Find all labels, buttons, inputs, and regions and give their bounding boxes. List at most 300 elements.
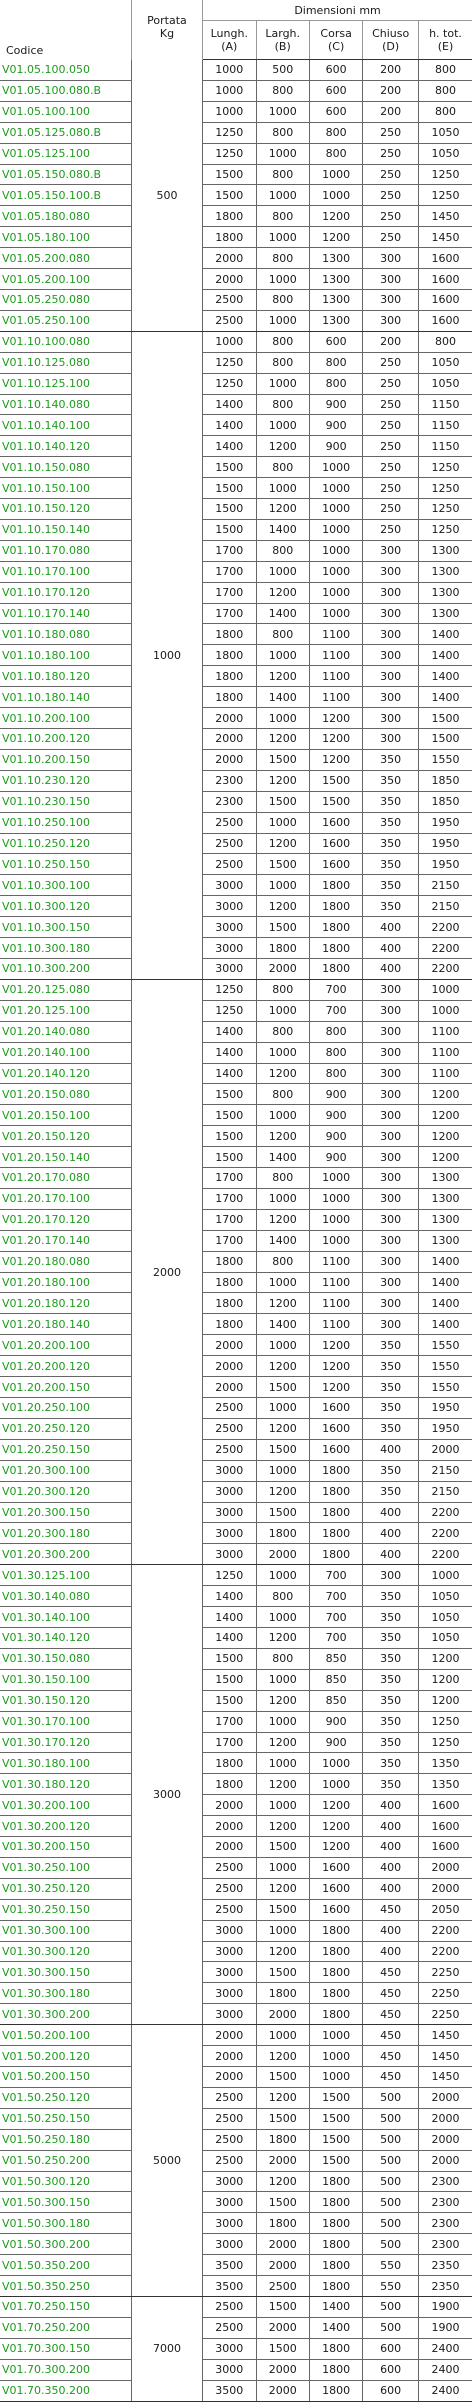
table-row: [0, 833, 472, 854]
width-cell: 1800: [256, 2129, 309, 2150]
closed-cell: 400: [363, 1795, 419, 1816]
product-code: V01.20.180.120: [0, 1293, 131, 1314]
width-cell: 800: [256, 457, 309, 478]
closed-cell: 400: [363, 1439, 419, 1460]
col-header-length-label: Lungh.: [205, 27, 253, 40]
total-height-cell: 1100: [419, 1042, 472, 1063]
stroke-cell: 1800: [309, 2004, 362, 2025]
stroke-cell: 1000: [309, 185, 362, 206]
total-height-cell: 1550: [419, 1356, 472, 1377]
product-code: V01.10.170.100: [0, 561, 131, 582]
table-row: [0, 666, 472, 687]
product-code: V01.05.250.100: [0, 310, 131, 331]
width-cell: 800: [256, 1084, 309, 1105]
total-height-cell: 2000: [419, 2129, 472, 2150]
stroke-cell: 1600: [309, 833, 362, 854]
table-row: [0, 1544, 472, 1565]
closed-cell: 200: [363, 80, 419, 101]
total-height-cell: 1300: [419, 603, 472, 624]
length-cell: 2300: [203, 770, 256, 791]
closed-cell: 250: [363, 164, 419, 185]
table-row: [0, 2338, 472, 2359]
total-height-cell: 2150: [419, 875, 472, 896]
product-code: V01.10.150.080: [0, 457, 131, 478]
length-cell: 2000: [203, 729, 256, 750]
product-code: V01.20.300.200: [0, 1544, 131, 1565]
product-code: V01.30.170.120: [0, 1732, 131, 1753]
table-row: [0, 101, 472, 122]
product-code: V01.30.140.080: [0, 1586, 131, 1607]
total-height-cell: 1400: [419, 1272, 472, 1293]
closed-cell: 300: [363, 666, 419, 687]
total-height-cell: 1300: [419, 1230, 472, 1251]
total-height-cell: 1250: [419, 1711, 472, 1732]
closed-cell: 400: [363, 958, 419, 979]
total-height-cell: 1550: [419, 1377, 472, 1398]
product-code: V01.10.150.120: [0, 499, 131, 520]
table-row: [0, 2380, 472, 2401]
stroke-cell: 1800: [309, 917, 362, 938]
product-code: V01.20.180.100: [0, 1272, 131, 1293]
product-code: V01.10.200.100: [0, 708, 131, 729]
product-code: V01.10.170.120: [0, 582, 131, 603]
closed-cell: 250: [363, 478, 419, 499]
width-cell: 1000: [256, 1272, 309, 1293]
product-code: V01.50.300.120: [0, 2171, 131, 2192]
stroke-cell: 1800: [309, 1962, 362, 1983]
table-row: [0, 1293, 472, 1314]
stroke-cell: 900: [309, 1126, 362, 1147]
width-cell: 1000: [256, 415, 309, 436]
closed-cell: 350: [363, 1377, 419, 1398]
width-cell: 1400: [256, 1147, 309, 1168]
width-cell: 1500: [256, 1899, 309, 1920]
width-cell: 800: [256, 248, 309, 269]
length-cell: 1800: [203, 1774, 256, 1795]
width-cell: 1000: [256, 708, 309, 729]
length-cell: 1700: [203, 540, 256, 561]
stroke-cell: 1800: [309, 2380, 362, 2401]
product-code: V01.30.180.100: [0, 1753, 131, 1774]
product-code: V01.10.140.120: [0, 436, 131, 457]
width-cell: 1200: [256, 582, 309, 603]
table-row: [0, 352, 472, 373]
closed-cell: 500: [363, 2213, 419, 2234]
stroke-cell: 1800: [309, 2192, 362, 2213]
closed-cell: 500: [363, 2150, 419, 2171]
width-cell: 1500: [256, 1502, 309, 1523]
total-height-cell: 1050: [419, 1627, 472, 1648]
table-row: [0, 2150, 472, 2171]
product-code: V01.20.300.100: [0, 1460, 131, 1481]
table-row: [0, 1084, 472, 1105]
total-height-cell: 1450: [419, 206, 472, 227]
closed-cell: 400: [363, 1816, 419, 1837]
table-row: [0, 582, 472, 603]
table-row: [0, 2255, 472, 2276]
total-height-cell: 1500: [419, 729, 472, 750]
product-code: V01.05.200.080: [0, 248, 131, 269]
closed-cell: 450: [363, 1983, 419, 2004]
total-height-cell: 1450: [419, 227, 472, 248]
col-header-total-height-code: (E): [421, 40, 470, 53]
total-height-cell: 1200: [419, 1147, 472, 1168]
closed-cell: 350: [363, 1732, 419, 1753]
stroke-cell: 1800: [309, 2213, 362, 2234]
table-row: [0, 1063, 472, 1084]
product-code: V01.20.250.120: [0, 1418, 131, 1439]
table-row: [0, 791, 472, 812]
stroke-cell: 1200: [309, 729, 362, 750]
total-height-cell: 2400: [419, 2380, 472, 2401]
stroke-cell: 1600: [309, 812, 362, 833]
closed-cell: 400: [363, 1857, 419, 1878]
length-cell: 1400: [203, 1607, 256, 1628]
product-code: V01.10.180.100: [0, 645, 131, 666]
table-row: [0, 1523, 472, 1544]
product-code: V01.20.200.150: [0, 1377, 131, 1398]
width-cell: 1200: [256, 1126, 309, 1147]
stroke-cell: 1800: [309, 1523, 362, 1544]
length-cell: 3000: [203, 2359, 256, 2380]
length-cell: 1000: [203, 331, 256, 352]
width-cell: 2000: [256, 2255, 309, 2276]
closed-cell: 600: [363, 2380, 419, 2401]
table-row: [0, 979, 472, 1000]
capacity-header-line1: Portata: [134, 14, 200, 27]
closed-cell: 450: [363, 1962, 419, 1983]
stroke-cell: 1400: [309, 2317, 362, 2338]
length-cell: 1700: [203, 603, 256, 624]
stroke-cell: 800: [309, 143, 362, 164]
width-cell: 1200: [256, 1293, 309, 1314]
length-cell: 2000: [203, 2067, 256, 2088]
closed-cell: 350: [363, 791, 419, 812]
length-cell: 1250: [203, 373, 256, 394]
width-cell: 1000: [256, 2025, 309, 2046]
length-cell: 1400: [203, 1042, 256, 1063]
length-cell: 3000: [203, 2234, 256, 2255]
length-cell: 1800: [203, 1314, 256, 1335]
length-cell: 1400: [203, 1021, 256, 1042]
table-row: [0, 854, 472, 875]
length-cell: 3000: [203, 896, 256, 917]
closed-cell: 350: [363, 770, 419, 791]
closed-cell: 350: [363, 854, 419, 875]
stroke-cell: 1200: [309, 227, 362, 248]
length-cell: 3000: [203, 1523, 256, 1544]
total-height-cell: 1050: [419, 352, 472, 373]
closed-cell: 450: [363, 2025, 419, 2046]
width-cell: 1000: [256, 227, 309, 248]
length-cell: 3000: [203, 2192, 256, 2213]
stroke-cell: 1800: [309, 1502, 362, 1523]
length-cell: 1250: [203, 143, 256, 164]
width-cell: 1200: [256, 2087, 309, 2108]
table-row: [0, 1398, 472, 1419]
closed-cell: 250: [363, 185, 419, 206]
stroke-cell: 1800: [309, 1983, 362, 2004]
stroke-cell: 1800: [309, 1941, 362, 1962]
product-code: V01.30.150.100: [0, 1669, 131, 1690]
product-code: V01.20.150.100: [0, 1105, 131, 1126]
stroke-cell: 800: [309, 373, 362, 394]
total-height-cell: 1250: [419, 519, 472, 540]
length-cell: 3000: [203, 1941, 256, 1962]
table-row: [0, 122, 472, 143]
product-code: V01.20.170.120: [0, 1209, 131, 1230]
table-row: [0, 1439, 472, 1460]
width-cell: 1000: [256, 185, 309, 206]
total-height-cell: 1250: [419, 185, 472, 206]
product-code: V01.30.250.150: [0, 1899, 131, 1920]
width-cell: 1500: [256, 749, 309, 770]
stroke-cell: 1000: [309, 1230, 362, 1251]
total-height-cell: 1550: [419, 1335, 472, 1356]
product-code: V01.30.140.100: [0, 1607, 131, 1628]
length-cell: 1800: [203, 1251, 256, 1272]
product-code: V01.30.150.120: [0, 1690, 131, 1711]
table-row: [0, 185, 472, 206]
product-code: V01.50.300.180: [0, 2213, 131, 2234]
length-cell: 1500: [203, 185, 256, 206]
stroke-cell: 1600: [309, 1439, 362, 1460]
table-row: [0, 457, 472, 478]
stroke-cell: 700: [309, 1586, 362, 1607]
closed-cell: 350: [363, 1460, 419, 1481]
stroke-cell: 1000: [309, 561, 362, 582]
length-cell: 1800: [203, 645, 256, 666]
total-height-cell: 1950: [419, 1418, 472, 1439]
closed-cell: 300: [363, 603, 419, 624]
stroke-cell: 1100: [309, 645, 362, 666]
closed-cell: 400: [363, 1878, 419, 1899]
table-row: [0, 2359, 472, 2380]
width-cell: 1800: [256, 1523, 309, 1544]
length-cell: 2000: [203, 1795, 256, 1816]
length-cell: 1500: [203, 478, 256, 499]
length-cell: 3000: [203, 1481, 256, 1502]
closed-cell: 450: [363, 2046, 419, 2067]
length-cell: 3500: [203, 2255, 256, 2276]
product-code: V01.20.150.080: [0, 1084, 131, 1105]
closed-cell: 350: [363, 1690, 419, 1711]
total-height-cell: 1250: [419, 164, 472, 185]
stroke-cell: 1800: [309, 2338, 362, 2359]
width-cell: 2000: [256, 2380, 309, 2401]
product-code: V01.30.250.120: [0, 1878, 131, 1899]
product-code: V01.20.300.180: [0, 1523, 131, 1544]
stroke-cell: 1000: [309, 582, 362, 603]
product-code: V01.50.350.200: [0, 2255, 131, 2276]
total-height-cell: 1000: [419, 979, 472, 1000]
total-height-cell: 2400: [419, 2338, 472, 2359]
total-height-cell: 2150: [419, 896, 472, 917]
closed-cell: 200: [363, 331, 419, 352]
closed-cell: 500: [363, 2087, 419, 2108]
table-row: [0, 875, 472, 896]
length-cell: 2000: [203, 749, 256, 770]
length-cell: 1400: [203, 415, 256, 436]
total-height-cell: 1350: [419, 1774, 472, 1795]
total-height-cell: 1400: [419, 687, 472, 708]
table-row: [0, 2171, 472, 2192]
total-height-cell: 1200: [419, 1648, 472, 1669]
width-cell: 1000: [256, 1105, 309, 1126]
width-cell: 2000: [256, 2004, 309, 2025]
total-height-cell: 2200: [419, 938, 472, 959]
closed-cell: 300: [363, 687, 419, 708]
product-code: V01.05.150.100.B: [0, 185, 131, 206]
closed-cell: 300: [363, 1021, 419, 1042]
table-row: [0, 1126, 472, 1147]
length-cell: 1250: [203, 352, 256, 373]
closed-cell: 300: [363, 1084, 419, 1105]
closed-cell: 550: [363, 2255, 419, 2276]
total-height-cell: 1350: [419, 1753, 472, 1774]
length-cell: 1700: [203, 561, 256, 582]
length-cell: 2500: [203, 2150, 256, 2171]
width-cell: 1800: [256, 938, 309, 959]
length-cell: 2000: [203, 2046, 256, 2067]
closed-cell: 200: [363, 60, 419, 81]
width-cell: 1000: [256, 101, 309, 122]
stroke-cell: 1600: [309, 1398, 362, 1419]
width-cell: 1200: [256, 436, 309, 457]
width-cell: 1400: [256, 519, 309, 540]
product-code: V01.70.250.150: [0, 2296, 131, 2317]
stroke-cell: 1800: [309, 875, 362, 896]
length-cell: 1500: [203, 1690, 256, 1711]
product-code: V01.10.140.100: [0, 415, 131, 436]
length-cell: 3000: [203, 958, 256, 979]
product-code: V01.05.150.080.B: [0, 164, 131, 185]
length-cell: 1250: [203, 979, 256, 1000]
col-header-stroke-code: (C): [312, 40, 360, 53]
table-row: [0, 394, 472, 415]
length-cell: 2500: [203, 833, 256, 854]
width-cell: 2000: [256, 2150, 309, 2171]
product-code: V01.20.140.120: [0, 1063, 131, 1084]
width-cell: 1000: [256, 1460, 309, 1481]
width-cell: 1000: [256, 1795, 309, 1816]
width-cell: 1200: [256, 1418, 309, 1439]
stroke-cell: 1300: [309, 310, 362, 331]
stroke-cell: 1000: [309, 1168, 362, 1189]
col-header-total-height-label: h. tot.: [421, 27, 470, 40]
product-code: V01.20.125.080: [0, 979, 131, 1000]
stroke-cell: 1800: [309, 1920, 362, 1941]
stroke-cell: 1800: [309, 938, 362, 959]
table-row: [0, 1962, 472, 1983]
stroke-cell: 1800: [309, 2234, 362, 2255]
product-code: V01.70.300.200: [0, 2359, 131, 2380]
closed-cell: 300: [363, 708, 419, 729]
length-cell: 1400: [203, 1627, 256, 1648]
table-row: [0, 1147, 472, 1168]
closed-cell: 550: [363, 2276, 419, 2297]
stroke-cell: 1200: [309, 1795, 362, 1816]
total-height-cell: 1000: [419, 1000, 472, 1021]
closed-cell: 350: [363, 1586, 419, 1607]
length-cell: 3000: [203, 1983, 256, 2004]
closed-cell: 350: [363, 1607, 419, 1628]
total-height-cell: 2200: [419, 917, 472, 938]
capacity-cell: 7000: [131, 2296, 202, 2401]
product-code: V01.50.300.200: [0, 2234, 131, 2255]
stroke-cell: 1800: [309, 2359, 362, 2380]
closed-cell: 350: [363, 1398, 419, 1419]
closed-cell: 350: [363, 1627, 419, 1648]
table-row: [0, 1983, 472, 2004]
product-code: V01.30.300.180: [0, 1983, 131, 2004]
table-row: [0, 812, 472, 833]
product-code: V01.10.180.140: [0, 687, 131, 708]
width-cell: 1500: [256, 2067, 309, 2088]
closed-cell: 500: [363, 2129, 419, 2150]
length-cell: 2500: [203, 1899, 256, 1920]
stroke-cell: 1100: [309, 624, 362, 645]
col-header-closed: [363, 21, 419, 60]
closed-cell: 300: [363, 561, 419, 582]
stroke-cell: 1500: [309, 2150, 362, 2171]
table-row: [0, 248, 472, 269]
total-height-cell: 1600: [419, 269, 472, 290]
length-cell: 1250: [203, 1000, 256, 1021]
closed-cell: 300: [363, 729, 419, 750]
table-row: [0, 2004, 472, 2025]
product-code: V01.05.180.080: [0, 206, 131, 227]
table-row: [0, 1627, 472, 1648]
product-code: V01.05.100.050: [0, 60, 131, 81]
product-code: V01.30.200.150: [0, 1837, 131, 1858]
product-code: V01.50.250.120: [0, 2087, 131, 2108]
table-row: [0, 2046, 472, 2067]
length-cell: 1000: [203, 60, 256, 81]
product-code: V01.20.170.080: [0, 1168, 131, 1189]
table-row: [0, 1460, 472, 1481]
length-cell: 2000: [203, 248, 256, 269]
col-header-total-height: [419, 21, 472, 60]
length-cell: 2500: [203, 854, 256, 875]
total-height-cell: 800: [419, 101, 472, 122]
closed-cell: 250: [363, 519, 419, 540]
total-height-cell: 2200: [419, 1920, 472, 1941]
table-row: [0, 958, 472, 979]
stroke-cell: 900: [309, 436, 362, 457]
total-height-cell: 1300: [419, 582, 472, 603]
width-cell: 500: [256, 60, 309, 81]
width-cell: 2000: [256, 1544, 309, 1565]
total-height-cell: 2000: [419, 1878, 472, 1899]
length-cell: 1500: [203, 1669, 256, 1690]
width-cell: 1000: [256, 1920, 309, 1941]
length-cell: 1800: [203, 1753, 256, 1774]
length-cell: 2000: [203, 1335, 256, 1356]
total-height-cell: 1050: [419, 143, 472, 164]
product-code: V01.10.180.080: [0, 624, 131, 645]
length-cell: 1000: [203, 101, 256, 122]
col-header-closed-label: Chiuso: [365, 27, 416, 40]
closed-cell: 200: [363, 101, 419, 122]
product-code: V01.10.230.120: [0, 770, 131, 791]
length-cell: 2000: [203, 1377, 256, 1398]
width-cell: 1200: [256, 1732, 309, 1753]
table-row: [0, 269, 472, 290]
total-height-cell: 1850: [419, 791, 472, 812]
total-height-cell: 2200: [419, 1502, 472, 1523]
width-cell: 1000: [256, 645, 309, 666]
